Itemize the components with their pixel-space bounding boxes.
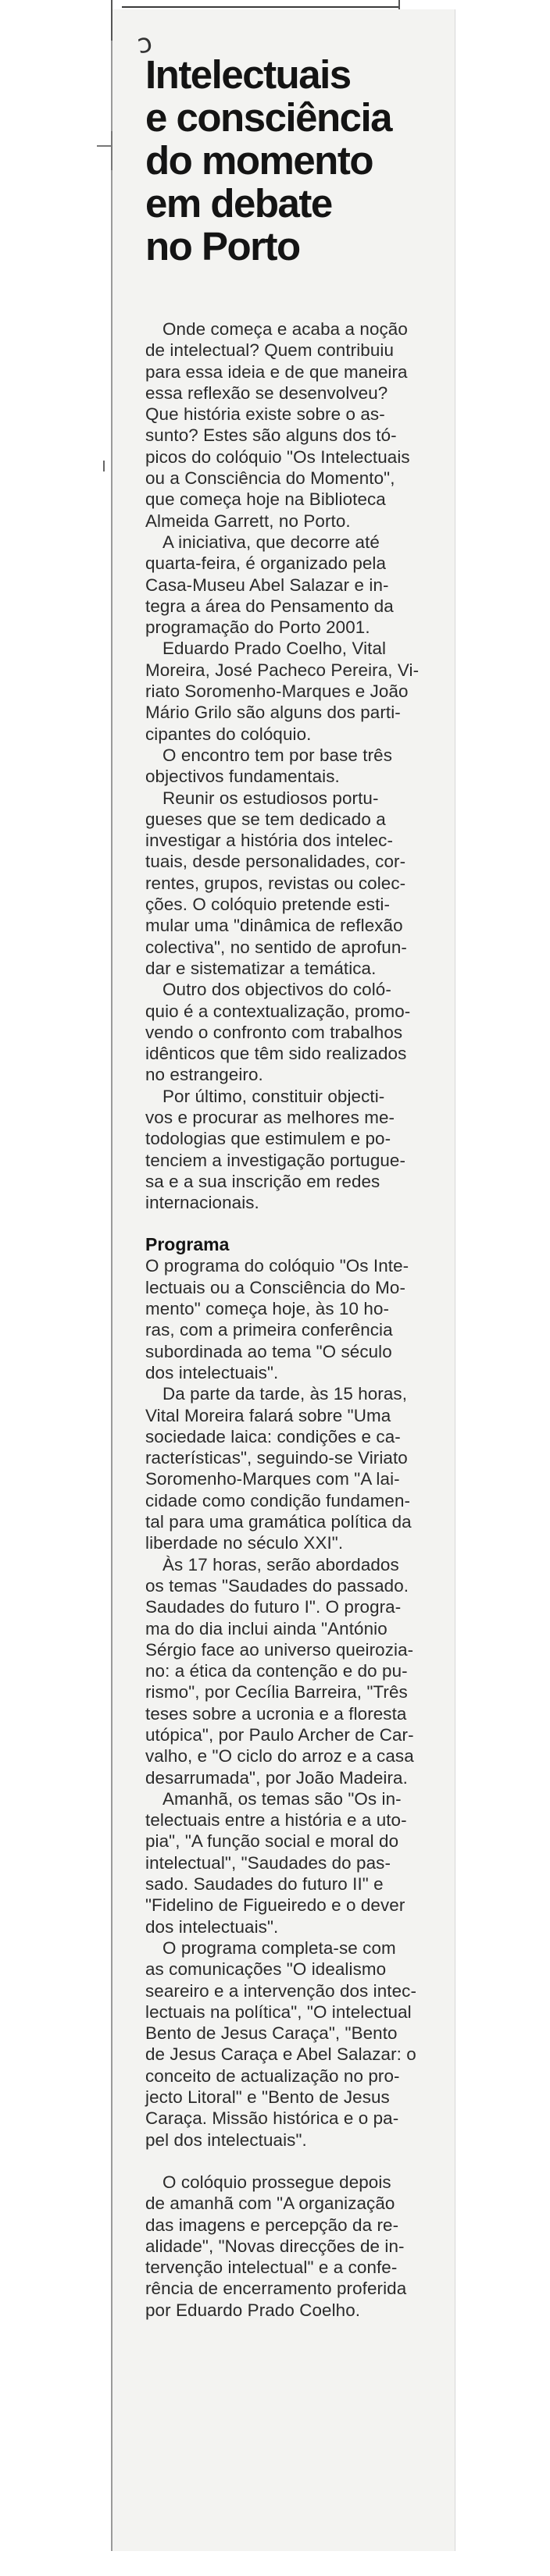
headline (145, 53, 442, 268)
text-line: alidade", "Novas direcções de in- (145, 2236, 405, 2256)
text-line: pel dos intelectuais". (145, 2129, 307, 2150)
text-line: mento" começa hoje, às 10 ho- (145, 1299, 390, 1319)
text-line: vos e procurar as melhores me- (145, 1107, 395, 1127)
text-line: racterísticas", seguindo-se Viriato (145, 1448, 408, 1468)
text-line: ou a Consciência do Momento", (145, 468, 395, 489)
text-line: Almeida Garrett, no Porto. (145, 511, 351, 531)
text-line: Sérgio face ao universo queirozia- (145, 1639, 414, 1660)
text-line: Às 17 horas, serão abordados (162, 1554, 399, 1574)
text-line: Casa-Museu Abel Salazar e in- (145, 575, 389, 595)
margin-rule (111, 0, 112, 41)
text-line: seareiro e a intervenção dos intec- (145, 1980, 417, 2001)
text-line: Onde começa e acaba a noção (162, 319, 408, 339)
text-line: tenciem a investigação portugue- (145, 1150, 406, 1170)
text-line: intelectual", "Saudades do pas- (145, 1852, 391, 1873)
text-line: ras, com a primeira conferência (145, 1320, 393, 1340)
text-line: Caraça. Missão histórica e o pa- (145, 2108, 399, 2129)
text-line: conceito de actualização no pro- (145, 2065, 400, 2086)
headline-line: no Porto (145, 224, 300, 269)
text-line: cipantes do colóquio. (145, 724, 312, 744)
text-line: ções. O colóquio pretende esti- (145, 895, 391, 915)
text-line: no estrangeiro. (145, 1065, 263, 1085)
paragraph (145, 1255, 442, 1383)
text-line: de intelectual? Quem contribuiu (145, 340, 395, 361)
text-line: rência de encerramento proferida (145, 2279, 407, 2299)
text-line: Mário Grilo são alguns dos parti- (145, 703, 401, 723)
text-line: lectuais ou a Consciência do Mo- (145, 1277, 406, 1297)
top-rule-tick (398, 0, 400, 9)
text-line: Moreira, José Pacheco Pereira, Vi- (145, 660, 420, 680)
paragraph (145, 318, 442, 532)
text-line: gueses que se tem dedicado a (145, 809, 386, 829)
margin-mark (103, 461, 108, 471)
text-line: Reunir os estudiosos portu- (162, 788, 379, 808)
text-line: desarrumada", por João Madeira. (145, 1767, 408, 1788)
text-line: no: a ética da contenção e do pu- (145, 1661, 408, 1681)
text-line: tegra a área do Pensamento da (145, 596, 394, 616)
text-line: Vital Moreira falará sobre "Uma (145, 1405, 391, 1425)
text-line: Outro dos objectivos do coló- (162, 980, 391, 1000)
text-line: utópica", por Paulo Archer de Car- (145, 1725, 414, 1745)
paragraph (145, 1383, 442, 1553)
text-line: picos do colóquio "Os Intelectuais (145, 447, 410, 467)
text-line: ma do dia inclui ainda "António (145, 1618, 388, 1638)
paragraph (145, 638, 442, 744)
headline-line: e consciência (145, 95, 392, 140)
text-line: tuais, desde personalidades, cor- (145, 852, 406, 872)
paragraph (145, 979, 442, 1085)
headline-line: do momento (145, 138, 373, 183)
text-line: Da parte da tarde, às 15 horas, (162, 1384, 408, 1404)
text-line: investigar a história dos intelec- (145, 831, 394, 851)
text-line: teses sobre a ucronia e a floresta (145, 1703, 407, 1724)
text-line: colectiva", no sentido de aprofun- (145, 937, 407, 957)
section-title-programa: Programa (145, 1234, 230, 1255)
article-body (145, 318, 442, 2321)
text-line: sunto? Estes são alguns dos tó- (145, 425, 397, 446)
text-line: que começa hoje na Biblioteca (145, 489, 386, 510)
text-line: objectivos fundamentais. (145, 767, 340, 787)
text-line: "Fidelino de Figueiredo e o dever (145, 1895, 405, 1916)
text-line: O programa do colóquio "Os Inte- (145, 1256, 409, 1276)
text-line: quarta-feira, é organizado pela (145, 553, 387, 574)
headline-line: em debate (145, 181, 332, 226)
paragraph (145, 2172, 442, 2321)
text-line: quio é a contextualização, promo- (145, 1001, 411, 1021)
text-line: de Jesus Caraça e Abel Salazar: o (145, 2044, 416, 2065)
margin-tick (97, 145, 111, 147)
text-line: programação do Porto 2001. (145, 617, 370, 638)
text-line: vendo o confronto com trabalhos (145, 1022, 403, 1042)
text-line: Por último, constituir objecti- (162, 1086, 385, 1106)
text-line: Soromenho-Marques com "A lai- (145, 1469, 400, 1489)
text-line: lectuais na política", "O intelectual (145, 2001, 412, 2022)
text-line: liberdade no século XXI". (145, 1533, 344, 1553)
text-line: sociedade laica: condições e ca- (145, 1426, 401, 1446)
paragraph (145, 788, 442, 980)
text-line: Bento de Jesus Caraça", "Bento (145, 2023, 398, 2044)
handwritten-mark: ɔ (134, 27, 155, 61)
text-line: dos intelectuais". (145, 1362, 279, 1382)
text-line: O colóquio prossegue depois (162, 2172, 391, 2192)
text-line: para essa ideia e de que maneira (145, 361, 408, 382)
top-rule (122, 6, 400, 8)
text-line: O encontro tem por base três (162, 745, 393, 765)
text-line: dos intelectuais". (145, 1916, 279, 1937)
text-line: dar e sistematizar a temática. (145, 958, 377, 978)
text-line: mular uma "dinâmica de reflexão (145, 916, 403, 936)
text-line: idênticos que têm sido realizados (145, 1044, 407, 1064)
text-line: rismo", por Cecília Barreira, "Três (145, 1682, 408, 1703)
text-line: pia", "A função social e moral do (145, 1831, 399, 1852)
text-line: cidade como condição fundamen- (145, 1490, 411, 1510)
text-line: subordinada ao tema "O século (145, 1341, 392, 1361)
text-line: Saudades do futuro I". O progra- (145, 1597, 402, 1617)
text-line: A iniciativa, que decorre até (162, 532, 380, 552)
text-line: jecto Litoral" e "Bento de Jesus (145, 2087, 390, 2108)
text-line: essa reflexão se desenvolveu? (145, 382, 388, 403)
text-line: das imagens e percepção da re- (145, 2215, 399, 2235)
text-line: tervenção intelectual" e a confe- (145, 2258, 398, 2278)
paragraph (145, 532, 442, 638)
text-line: internacionais. (145, 1193, 259, 1213)
text-line: todologias que estimulem e po- (145, 1129, 391, 1149)
text-line: Amanhã, os temas são "Os in- (162, 1788, 402, 1809)
text-line: de amanhã com "A organização (145, 2194, 395, 2214)
paragraph (145, 1937, 442, 2151)
paragraph (145, 1554, 442, 1788)
text-line: os temas "Saudades do passado. (145, 1575, 409, 1596)
text-line: Eduardo Prado Coelho, Vital (162, 639, 387, 659)
headline-line: Intelectuais (145, 52, 351, 97)
text-line: rentes, grupos, revistas ou colec- (145, 873, 406, 893)
paragraph (145, 1788, 442, 1937)
text-line: telectuais entre a história e a uto- (145, 1810, 407, 1831)
text-line: sado. Saudades do futuro II" e (145, 1874, 384, 1895)
text-line: por Eduardo Prado Coelho. (145, 2300, 361, 2320)
text-line: tal para uma gramática política da (145, 1512, 412, 1532)
text-line: O programa completa-se com (162, 1937, 396, 1958)
paragraph (145, 1086, 442, 1214)
text-line: as comunicações "O idealismo (145, 1959, 387, 1980)
text-line: riato Soromenho-Marques e João (145, 681, 409, 702)
text-line: valho, e "O ciclo do arroz e a casa (145, 1746, 414, 1767)
text-line: Que história existe sobre o as- (145, 404, 385, 425)
paragraph (145, 745, 442, 788)
text-line: sa e a sua inscrição em redes (145, 1171, 380, 1191)
margin-rule-lower (111, 131, 112, 170)
